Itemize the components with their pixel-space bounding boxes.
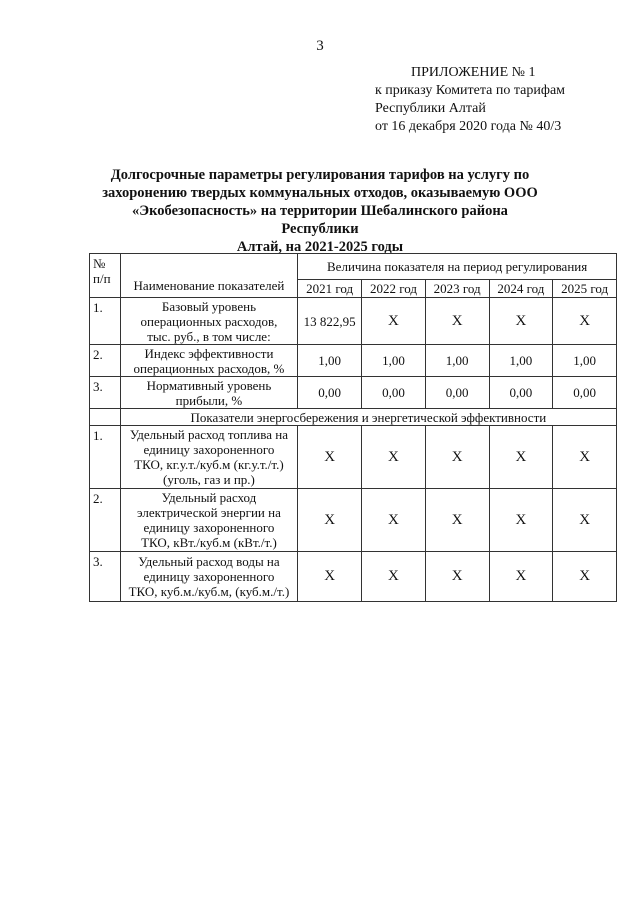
appendix-block (375, 64, 565, 136)
row-name-line: ТКО, кВт./куб.м (кВт./т.) (141, 535, 277, 550)
row-name (120, 298, 298, 345)
year-header: 2021 год (298, 280, 362, 298)
value-cell: 0,00 (298, 377, 362, 409)
value-cell: 0,00 (362, 377, 426, 409)
value-cell: 1,00 (298, 345, 362, 377)
value-cell: X (362, 298, 426, 345)
header-number-sign: № (93, 256, 106, 271)
year-header: 2025 год (553, 280, 617, 298)
value-cell: X (553, 298, 617, 345)
page-number: 3 (316, 38, 324, 54)
table-row (90, 489, 617, 552)
value-cell: X (425, 489, 489, 552)
value-cell: X (298, 552, 362, 602)
value-cell: 1,00 (553, 345, 617, 377)
appendix-title: ПРИЛОЖЕНИЕ № 1 (411, 65, 536, 80)
value-cell: X (489, 489, 553, 552)
row-number: 2. (90, 489, 121, 552)
value-cell: X (298, 489, 362, 552)
table-row (90, 377, 617, 409)
row-name-line: ТКО, кг.у.т./куб.м (кг.у.т./т.) (134, 457, 284, 472)
row-name-line: операционных расходов, (140, 313, 278, 329)
row-name-line: тыс. руб., в том числе: (147, 328, 271, 344)
row-name-line: Базовый уровень (161, 298, 256, 314)
section-number-cell (90, 409, 121, 426)
value-cell: X (362, 489, 426, 552)
row-name-line: Индекс эффективности (144, 345, 274, 361)
row-name-line: единицу захороненного (143, 569, 275, 584)
row-name-line: Удельный расход (161, 490, 257, 505)
value-cell: X (362, 552, 426, 602)
header-indicator-name: Наименование показателей (120, 254, 298, 298)
row-name-line: (уголь, газ и пр.) (163, 472, 255, 487)
table-row (90, 298, 617, 345)
row-number: 3. (90, 552, 121, 602)
row-number: 1. (90, 298, 121, 345)
value-cell: X (425, 552, 489, 602)
value-cell: X (489, 552, 553, 602)
row-name-line: электрической энергии на (137, 505, 281, 520)
row-number: 2. (90, 345, 121, 377)
value-cell: 0,00 (553, 377, 617, 409)
row-name (120, 377, 298, 409)
row-name-line: прибыли, % (175, 392, 243, 408)
year-header: 2022 год (362, 280, 426, 298)
header-number (90, 254, 121, 298)
row-number: 3. (90, 377, 121, 409)
row-name (120, 426, 298, 489)
row-name-line: единицу захороненного (143, 442, 275, 457)
title-line: Долгосрочные параметры регулирования тарифов на услугу по (110, 167, 530, 183)
appendix-line: Республики Алтай (375, 101, 486, 116)
parameters-table (89, 253, 617, 602)
value-cell: 0,00 (425, 377, 489, 409)
value-cell: 0,00 (489, 377, 553, 409)
row-number: 1. (90, 426, 121, 489)
row-name (120, 345, 298, 377)
title-line: Алтай, на 2021-2025 годы (236, 239, 404, 255)
value-cell: X (489, 298, 553, 345)
row-name-line: единицу захороненного (143, 520, 275, 535)
value-cell: 13 822,95 (298, 298, 362, 345)
value-cell: X (298, 426, 362, 489)
value-cell: X (489, 426, 553, 489)
value-cell: X (553, 489, 617, 552)
row-name-line: операционных расходов, % (133, 360, 285, 376)
table-row (90, 552, 617, 602)
document-title (100, 166, 540, 256)
value-cell: 1,00 (425, 345, 489, 377)
value-cell: 1,00 (489, 345, 553, 377)
value-cell: X (362, 426, 426, 489)
year-header: 2024 год (489, 280, 553, 298)
value-cell: 1,00 (362, 345, 426, 377)
appendix-line: к приказу Комитета по тарифам (375, 83, 566, 98)
section-title: Показатели энергосбережения и энергетической эффективности (120, 409, 616, 426)
value-cell: X (553, 426, 617, 489)
row-name-line: Нормативный уровень (146, 377, 272, 393)
appendix-line: от 16 декабря 2020 года № 40/3 (375, 119, 562, 134)
section-row (90, 409, 617, 426)
value-cell: X (425, 298, 489, 345)
title-line: «Экобезопасность» на территории Шебалинского района Республики (132, 203, 508, 237)
value-cell: X (425, 426, 489, 489)
value-cell: X (553, 552, 617, 602)
row-name-line: Удельный расход воды на (138, 554, 280, 569)
table-row (90, 426, 617, 489)
header-period: Величина показателя на период регулирования (298, 254, 617, 280)
row-name (120, 489, 298, 552)
header-number-abbr: п/п (93, 271, 111, 286)
table-row (90, 345, 617, 377)
row-name-line: ТКО, куб.м./куб.м, (куб.м./т.) (128, 584, 290, 599)
title-line: захоронению твердых коммунальных отходов, оказываемую ООО (102, 185, 538, 201)
row-name-line: Удельный расход топлива на (129, 427, 288, 442)
year-header: 2023 год (425, 280, 489, 298)
row-name (120, 552, 298, 602)
table-header-row (90, 254, 617, 280)
